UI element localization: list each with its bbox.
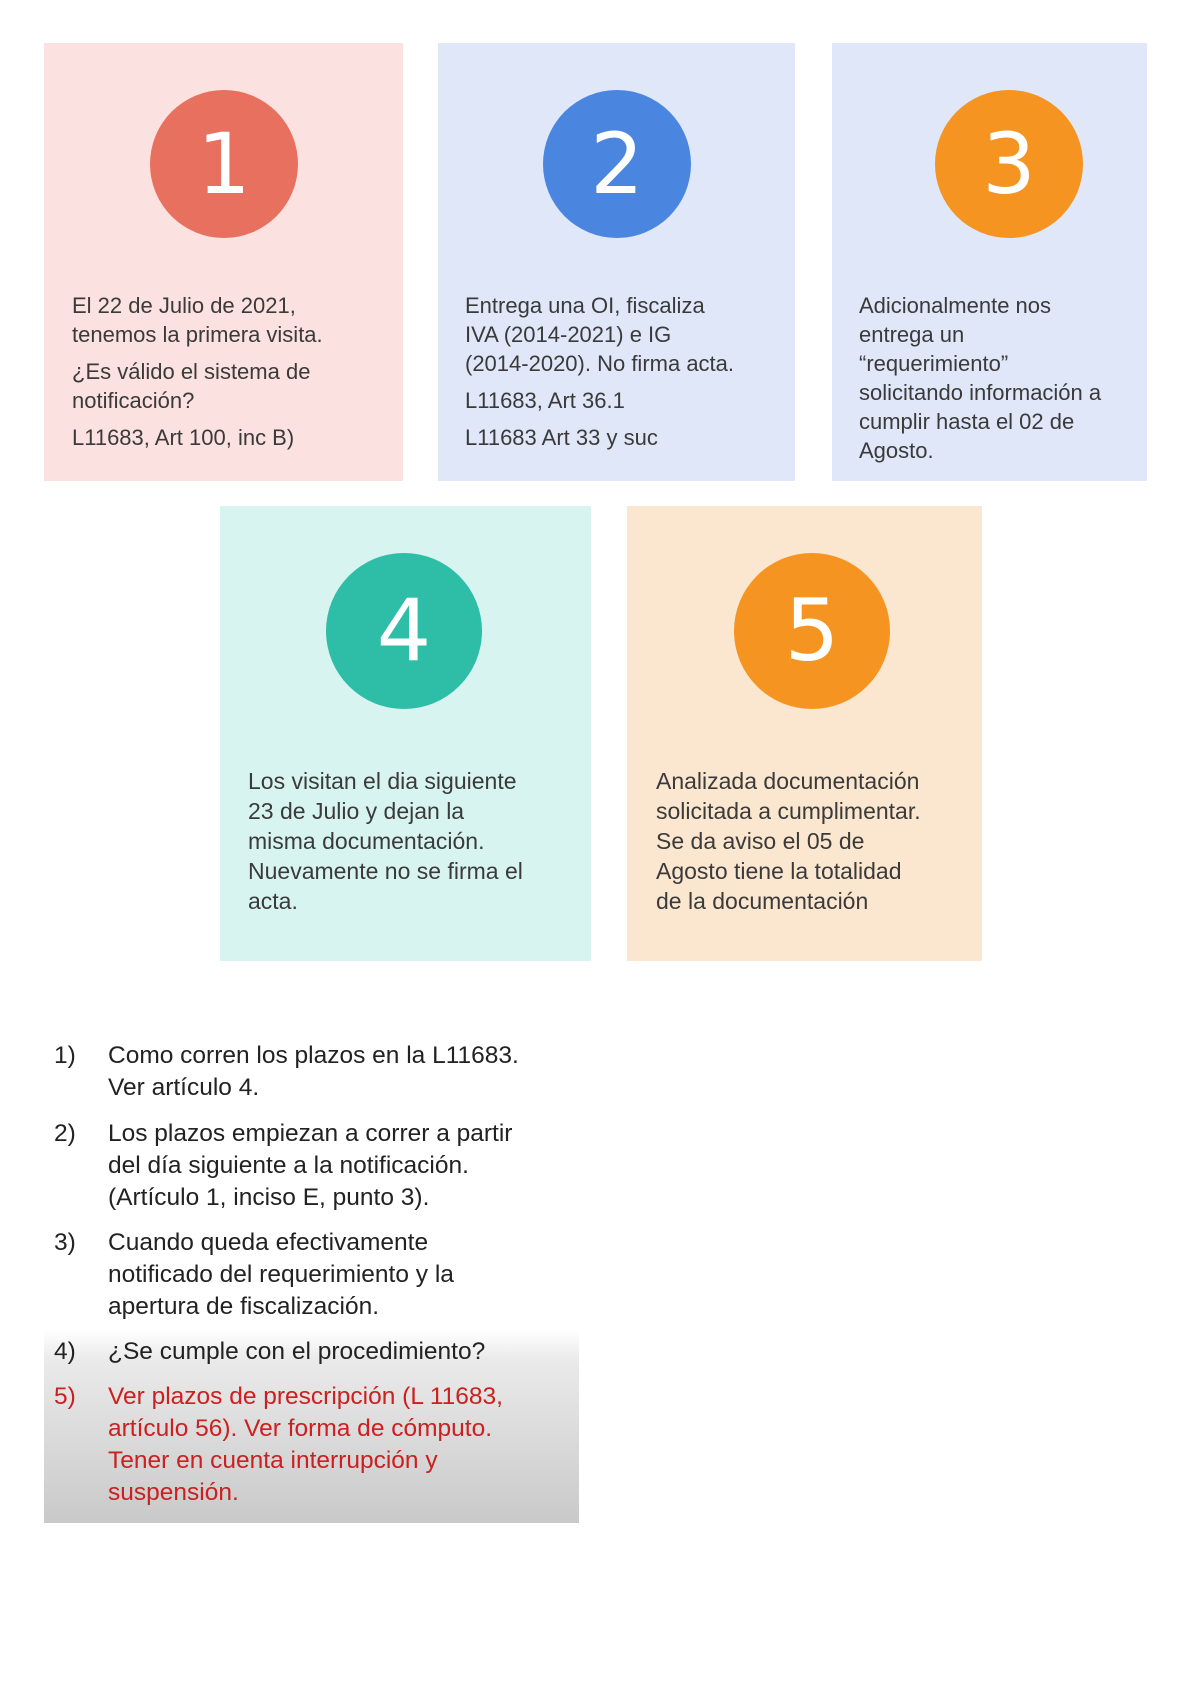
note-line: Ver artículo 4. [108, 1074, 260, 1101]
step-card-5-line: Agosto tiene la totalidad [656, 858, 902, 884]
note-line: Ver plazos de prescripción (L 11683, [108, 1383, 503, 1410]
step-card-3-line: cumplir hasta el 02 de [859, 409, 1075, 434]
step-card-5-line: Se da aviso el 05 de [656, 828, 865, 854]
note-number: 3) [54, 1229, 76, 1256]
note-number: 2) [54, 1120, 76, 1147]
step-number-badge-2: 2 [543, 90, 691, 238]
step-number-badge-5: 5 [734, 553, 890, 709]
step-card-4-line: misma documentación. [248, 828, 485, 854]
step-card-1 [44, 43, 403, 481]
note-number: 1) [54, 1042, 76, 1069]
note-item-1 [54, 1040, 574, 1104]
note-line: suspensión. [108, 1479, 239, 1506]
note-line: apertura de fiscalización. [108, 1293, 380, 1320]
step-card-4-text [248, 766, 588, 916]
step-card-2-reference: L11683 Art 33 y suc [465, 425, 658, 450]
note-line: notificado del requerimiento y la [108, 1261, 454, 1288]
step-card-1-reference: L11683, Art 100, inc B) [72, 425, 295, 450]
step-card-1-line: tenemos la primera visita. [72, 322, 323, 347]
step-card-3-line: solicitando información a [859, 380, 1102, 405]
step-card-2-line: (2014-2020). No firma acta. [465, 351, 735, 376]
step-card-4-line: acta. [248, 888, 298, 914]
step-card-3-line: Agosto. [859, 438, 934, 463]
step-card-2-line: Entrega una OI, fiscaliza [465, 293, 705, 318]
note-line: artículo 56). Ver forma de cómputo. [108, 1415, 493, 1442]
step-card-1-text [72, 291, 392, 452]
step-card-3-line: “requerimiento” [859, 351, 1009, 376]
step-number-badge-1: 1 [150, 90, 298, 238]
step-card-1-question: notificación? [72, 388, 195, 413]
step-card-5 [627, 506, 982, 961]
step-card-4 [220, 506, 591, 961]
step-card-5-line: de la documentación [656, 888, 869, 914]
step-card-1-question: ¿Es válido el sistema de [72, 359, 311, 384]
step-card-4-line: Nuevamente no se firma el [248, 858, 523, 884]
note-item-5 [54, 1381, 574, 1509]
step-card-3-text [859, 291, 1144, 465]
note-item-3 [54, 1227, 574, 1323]
note-line: Tener en cuenta interrupción y [108, 1447, 438, 1474]
note-item-2 [54, 1118, 574, 1214]
step-card-4-line: 23 de Julio y dejan la [248, 798, 465, 824]
note-number: 4) [54, 1338, 76, 1365]
step-card-3-line: entrega un [859, 322, 965, 347]
step-card-2-reference: L11683, Art 36.1 [465, 388, 625, 413]
note-line: Los plazos empiezan a correr a partir [108, 1120, 513, 1147]
step-card-3-line: Adicionalmente nos [859, 293, 1052, 318]
step-card-5-text [656, 766, 981, 916]
note-item-4 [54, 1336, 574, 1368]
step-number-badge-3: 3 [935, 90, 1083, 238]
step-card-3 [832, 43, 1147, 481]
step-card-4-line: Los visitan el dia siguiente [248, 768, 517, 794]
step-card-5-line: Analizada documentación [656, 768, 920, 794]
note-line: Como corren los plazos en la L11683. [108, 1042, 519, 1069]
step-card-2-text [465, 291, 790, 452]
step-card-1-line: El 22 de Julio de 2021, [72, 293, 296, 318]
note-number: 5) [54, 1383, 76, 1410]
note-line: del día siguiente a la notificación. [108, 1152, 469, 1179]
note-line: (Artículo 1, inciso E, punto 3). [108, 1184, 430, 1211]
step-number-badge-4: 4 [326, 553, 482, 709]
note-line: ¿Se cumple con el procedimiento? [108, 1338, 486, 1365]
notes-list [44, 1030, 579, 1523]
step-card-5-line: solicitada a cumplimentar. [656, 798, 921, 824]
note-line: Cuando queda efectivamente [108, 1229, 429, 1256]
step-card-2-line: IVA (2014-2021) e IG [465, 322, 672, 347]
step-card-2 [438, 43, 795, 481]
